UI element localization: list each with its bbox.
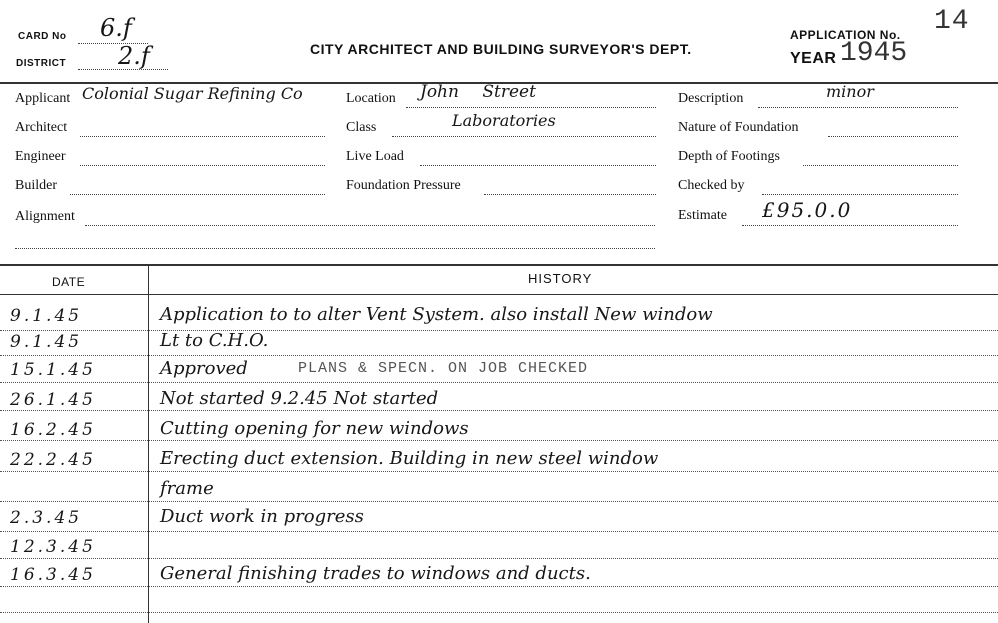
description-line [758,107,958,108]
department-title: CITY ARCHITECT AND BUILDING SURVEYOR'S DEPT. [310,41,692,57]
district-value: 2.f [118,42,150,70]
ruled-line [0,558,998,559]
history-row-date: 16.2.45 [10,420,96,440]
history-column-divider [148,264,149,623]
history-row-date: 2.3.45 [10,508,83,528]
ruled-line [0,531,998,532]
alignment-line-2 [15,248,655,249]
history-row-date: 16.3.45 [10,565,96,585]
card-no-value: 6.f [100,14,132,42]
class-value: Laboratories [452,111,556,130]
history-row-text: Not started 9.2.45 Not started [160,388,439,409]
history-row-date: 12.3.45 [10,537,96,557]
foundation-pressure-label: Foundation Pressure [346,178,461,193]
ruled-line [0,612,998,613]
checked-by-line [762,194,958,195]
location-line [406,107,656,108]
date-column-header: DATE [52,275,86,289]
district-label: DISTRICT [16,58,67,69]
year-value: 1945 [840,38,908,69]
ruled-line [0,586,998,587]
foundation-pressure-line [484,194,656,195]
ruled-line [0,501,998,502]
engineer-line [80,165,325,166]
history-row-date: 26.1.45 [10,390,96,410]
alignment-line [85,225,655,226]
live-load-label: Live Load [346,149,404,164]
history-row-date: 9.1.45 [10,332,83,352]
history-row-text: Duct work in progress [160,506,364,527]
application-no-value: 14 [934,6,970,37]
history-header-rule [0,294,998,295]
history-row-date: 15.1.45 [10,360,96,380]
location-value: John Street [420,82,536,102]
nature-of-foundation-line [828,136,958,137]
history-row-text: Application to to alter Vent System. also install New window [160,304,713,325]
ruled-line [0,382,998,383]
ruled-line [0,330,998,331]
class-line [392,136,656,137]
description-label: Description [678,91,744,106]
checked-by-label: Checked by [678,178,745,193]
architect-label: Architect [15,120,68,135]
estimate-value: £95.0.0 [762,198,853,222]
card-no-label: CARD No [18,31,67,42]
estimate-line [742,225,958,226]
applicant-value: Colonial Sugar Refining Co [82,84,303,103]
history-row-text: Cutting opening for new windows [160,418,469,439]
history-row-text: frame [160,478,214,499]
history-row-date: 22.2.45 [10,450,96,470]
description-value: minor [826,82,874,101]
depth-of-footings-label: Depth of Footings [678,149,780,164]
history-row-text: Erecting duct extension. Building in new steel window [160,448,659,469]
ruled-line [0,410,998,411]
class-label: Class [346,120,377,135]
history-column-header: HISTORY [528,271,593,286]
alignment-label: Alignment [15,209,75,224]
ruled-line [0,471,998,472]
ruled-line [0,440,998,441]
nature-of-foundation-label: Nature of Foundation [678,120,799,135]
builder-line [70,194,325,195]
ruled-line [0,355,998,356]
year-label: YEAR [790,50,837,67]
location-label: Location [346,91,396,106]
architect-line [80,136,325,137]
history-row-text: General finishing trades to windows and ducts. [160,563,591,584]
applicant-label: Applicant [15,91,71,106]
depth-of-footings-line [803,165,958,166]
history-row-date: 9.1.45 [10,306,83,326]
history-top-rule [0,264,998,266]
live-load-line [420,165,656,166]
plans-checked-stamp: PLANS & SPECN. ON JOB CHECKED [298,360,589,377]
engineer-label: Engineer [15,149,66,164]
application-no-label: APPLICATION No. [790,28,901,42]
estimate-label: Estimate [678,208,727,223]
history-row-text: Lt to C.H.O. [160,330,269,351]
history-row-text: Approved [160,358,248,379]
builder-label: Builder [15,178,57,193]
